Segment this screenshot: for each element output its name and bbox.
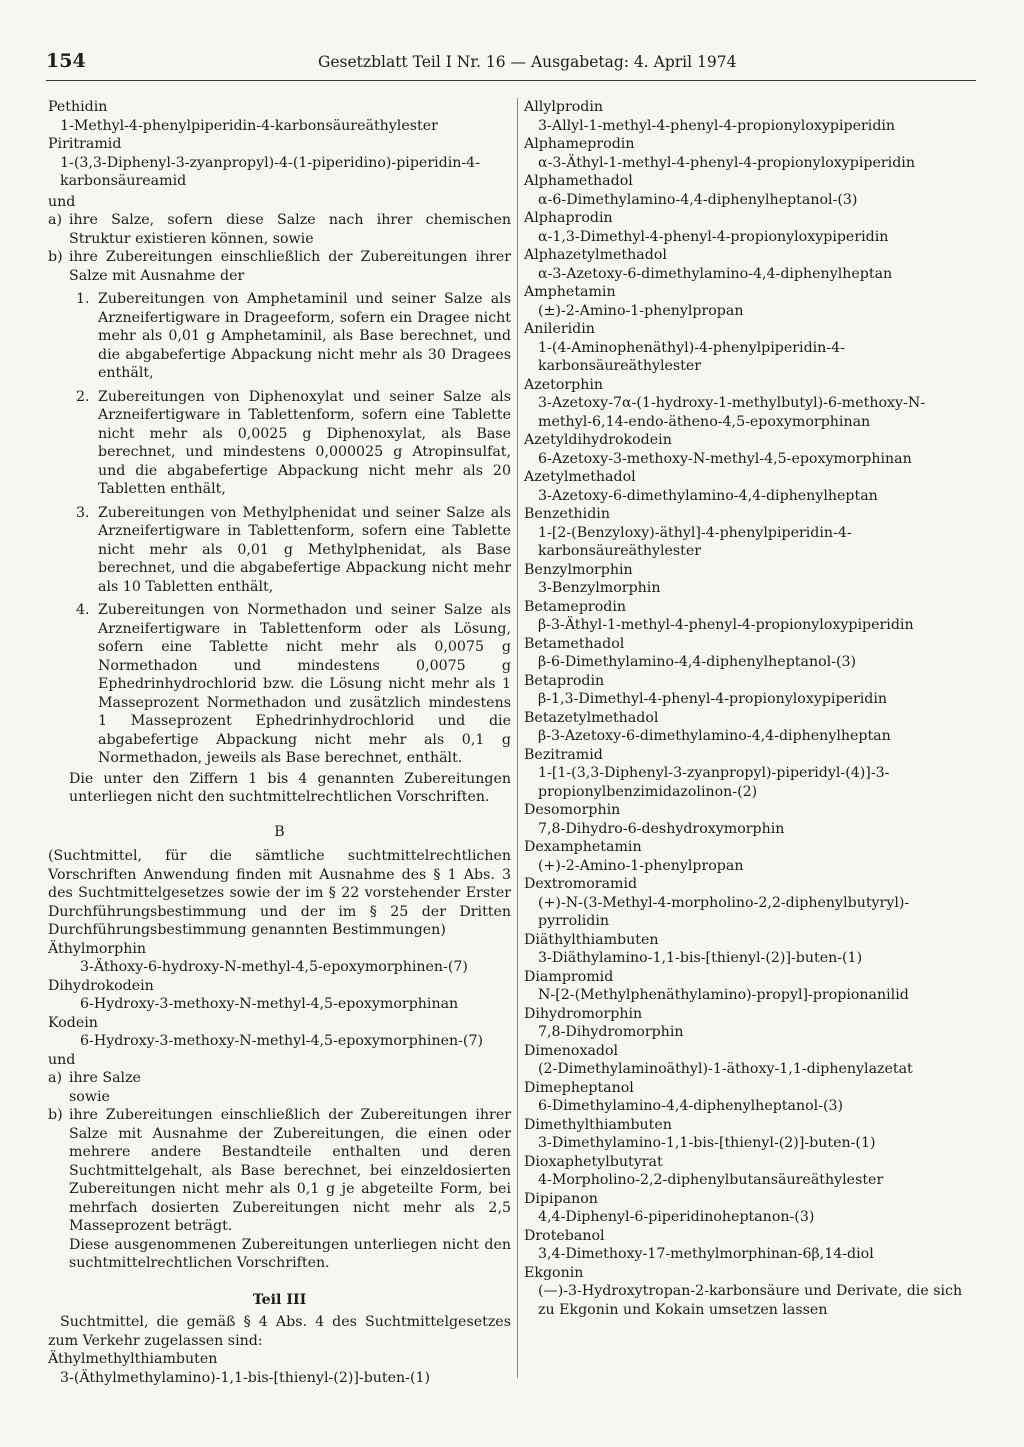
substance-formula: 1-(3,3-Diphenyl-3-zyanpropyl)-4-(1-piperidino)-piperidin-4-karbonsäureamid	[60, 154, 481, 189]
substance-entry	[524, 709, 978, 746]
substance-name: Benzethidin	[524, 506, 610, 522]
substance-formula: 6-Dimethylamino-4,4-diphenylheptanol-(3)	[538, 1098, 844, 1114]
substance-name: Betaprodin	[524, 672, 605, 689]
left-column	[48, 98, 511, 1387]
item-number: 2.	[76, 388, 90, 405]
substance-formula: (+)-2-Amino-1-phenylpropan	[538, 857, 744, 874]
substance-name: Dexamphetamin	[524, 839, 642, 855]
numbered-item	[76, 388, 511, 499]
clause-a	[48, 211, 511, 248]
substance-name: Dimenoxadol	[524, 1042, 619, 1059]
substance-entry	[524, 746, 978, 802]
substance-formula: 7,8-Dihydro-6-deshydroxymorphin	[538, 820, 785, 837]
substance-entry	[524, 431, 978, 468]
numbered-item	[76, 601, 511, 768]
substance-name: Dihydromorphin	[524, 1005, 643, 1022]
substance-formula: 6-Hydroxy-3-methoxy-N-methyl-4,5-epoxymorphinen-(7)	[80, 1033, 484, 1049]
substance-formula: 1-(4-Aminophenäthyl)-4-phenylpiperidin-4-karbonsäureäthylester	[538, 339, 845, 374]
header-title: Gesetzblatt Teil I Nr. 16 — Ausgabetag: 4. April 1974	[318, 53, 737, 71]
clause-text: ihre Salze, sofern diese Salze nach ihrer chemischen Struktur existieren können, sowie	[69, 212, 511, 247]
item-number: 4.	[76, 602, 90, 618]
substance-name: Kodein	[48, 1014, 98, 1031]
substance-name: Anileridin	[524, 321, 595, 337]
clause-a	[48, 1069, 511, 1088]
substance-name: Dimethylthiambuten	[524, 1116, 672, 1133]
substance-formula: 1-[1-(3,3-Diphenyl-3-zyanpropyl)-piperidyl-(4)]-3-propionylbenzimidazolinon-(2)	[538, 765, 890, 800]
substance-entry	[48, 977, 511, 1014]
substance-formula: 3,4-Dimethoxy-17-methylmorphinan-6β,14-diol	[538, 1246, 874, 1262]
page-number: 154	[46, 50, 86, 72]
conjunction-und: und	[48, 1051, 76, 1068]
substance-entry	[524, 283, 978, 320]
substance-formula: N-[2-(Methylphenäthylamino)-propyl]-propionanilid	[538, 987, 909, 1003]
substance-name: Dipipanon	[524, 1190, 598, 1207]
substance-name: Äthylmorphin	[48, 940, 147, 957]
substance-entry	[524, 635, 978, 672]
teil-3-intro: Suchtmittel, die gemäß § 4 Abs. 4 des Suchtmittelgesetzes zum Verkehr zugelassen sind:	[48, 1314, 511, 1349]
substance-entry	[48, 98, 511, 135]
item-text: Zubereitungen von Amphetaminil und seiner Salze als Arzneifertigware in Drageeform, sofern ein Dragee nicht mehr als 0,01 g Amphetaminil, als Base berechnet, und die abgabefertige Abpackung nicht mehr als 30 Dragees enthält,	[98, 291, 511, 381]
section-b-intro: (Suchtmittel, für die sämtliche suchtmittelrechtlichen Vorschriften Anwendung finden mit Ausnahme des § 1 Abs. 3 des Suchtmittelgesetzes sowie der im § 22 vorstehender Erster Durchführungsbestimmung und der im § 25 der Dritten Durchführungsbestimmung genannten Bestimmungen)	[48, 848, 511, 938]
substance-name: Diampromid	[524, 968, 614, 985]
substance-entry	[524, 801, 978, 838]
substance-entry	[524, 376, 978, 432]
substance-entry	[48, 940, 511, 977]
substance-formula: 3-Dimethylamino-1,1-bis-[thienyl-(2)]-buten-(1)	[538, 1135, 876, 1151]
substance-formula: 7,8-Dihydromorphin	[538, 1024, 684, 1040]
substance-entry	[524, 98, 978, 135]
substance-name: Dimepheptanol	[524, 1079, 634, 1096]
substance-name: Äthylmethylthiambuten	[48, 1351, 218, 1367]
page-header	[46, 50, 976, 78]
substance-name: Betameprodin	[524, 598, 626, 615]
substance-entry	[524, 1079, 978, 1116]
substance-entry	[524, 1042, 978, 1079]
substance-formula: 3-Benzylmorphin	[538, 580, 661, 596]
substance-formula: α-3-Azetoxy-6-dimethylamino-4,4-diphenylheptan	[538, 265, 893, 282]
substance-entry	[524, 1227, 978, 1264]
substance-name: Alphameprodin	[524, 136, 635, 152]
substance-name: Dioxaphetylbutyrat	[524, 1153, 663, 1170]
substance-entry	[524, 931, 978, 968]
substance-name: Ekgonin	[524, 1264, 584, 1281]
clause-b	[48, 248, 511, 285]
substance-entry	[524, 246, 978, 283]
substance-name: Drotebanol	[524, 1227, 605, 1244]
substance-formula: 3-Azetoxy-7α-(1-hydroxy-1-methylbutyl)-6-methoxy-N-methyl-6,14-endo-ätheno-4,5-epoxymorphinan	[538, 395, 926, 430]
substance-formula: 3-(Äthylmethylamino)-1,1-bis-[thienyl-(2)]-buten-(1)	[60, 1369, 431, 1386]
substance-name: Alphamethadol	[524, 173, 633, 189]
substance-entry	[524, 1264, 978, 1320]
substance-entry	[524, 672, 978, 709]
substance-formula: 3-Diäthylamino-1,1-bis-[thienyl-(2)]-buten-(1)	[538, 950, 863, 966]
clause-text: ihre Zubereitungen einschließlich der Zubereitungen ihrer Salze mit Ausnahme der	[69, 249, 511, 284]
substance-entry	[524, 1005, 978, 1042]
substance-entry	[524, 838, 978, 875]
substance-formula: 4-Morpholino-2,2-diphenylbutansäureäthylester	[538, 1172, 884, 1188]
substance-name: Allylprodin	[524, 99, 604, 115]
substance-name: Alphaprodin	[524, 210, 613, 226]
substance-entry	[524, 1116, 978, 1153]
substance-name: Azetorphin	[524, 376, 604, 393]
substance-entry	[524, 468, 978, 505]
substance-formula: 4,4-Diphenyl-6-piperidinoheptanon-(3)	[538, 1209, 815, 1225]
substance-name: Pethidin	[48, 99, 108, 115]
substance-formula: 1-[2-(Benzyloxy)-äthyl]-4-phenylpiperidin-4-karbonsäureäthylester	[538, 524, 852, 559]
substance-formula: α-1,3-Dimethyl-4-phenyl-4-propionyloxypiperidin	[538, 228, 889, 245]
item-text: Zubereitungen von Normethadon und seiner Salze als Arzneifertigware in Tablettenform oder als Lösung, sofern eine Tablette nicht mehr als 0,0075 g Normethadon und mindestens 0,0075 g Ephedrinhydrochlorid bzw. die Lösung nicht mehr als 1 Masseprozent Normethadon und zusätzlich mindestens 1 Masseprozent Ephedrinhydrochlorid und die abgabefertige Abpackung nicht mehr als 0,1 g Normethadon, jeweils als Base berechnet, enthält.	[98, 602, 511, 766]
substance-entry	[524, 135, 978, 172]
substance-formula: 6-Azetoxy-3-methoxy-N-methyl-4,5-epoxymorphinan	[538, 450, 912, 467]
numbered-item	[76, 504, 511, 597]
substance-formula: α-6-Dimethylamino-4,4-diphenylheptanol-(3)	[538, 191, 858, 208]
substance-formula: (2-Dimethylaminoäthyl)-1-äthoxy-1,1-diphenylazetat	[538, 1061, 913, 1077]
clause-mark: a)	[48, 212, 62, 228]
substance-formula: 1-Methyl-4-phenylpiperidin-4-karbonsäureäthylester	[60, 117, 438, 134]
substance-formula: α-3-Äthyl-1-methyl-4-phenyl-4-propionyloxypiperidin	[538, 154, 915, 171]
conjunction-sowie: sowie	[69, 1088, 110, 1105]
substance-entry	[524, 875, 978, 931]
closing-note: Die unter den Ziffern 1 bis 4 genannten Zubereitungen unterliegen nicht den suchtmittelrechtlichen Vorschriften.	[69, 770, 511, 805]
substance-formula: 6-Hydroxy-3-methoxy-N-methyl-4,5-epoxymorphinan	[80, 996, 459, 1012]
substance-formula: 3-Azetoxy-6-dimethylamino-4,4-diphenylheptan	[538, 487, 878, 504]
substance-entry	[48, 135, 511, 191]
substance-entry	[48, 1014, 511, 1051]
substance-name: Azetyldihydrokodein	[524, 432, 672, 448]
substance-name: Dextromoramid	[524, 876, 638, 892]
substance-formula: β-3-Azetoxy-6-dimethylamino-4,4-diphenylheptan	[538, 728, 891, 744]
item-number: 3.	[76, 504, 90, 521]
substance-name: Alphazetylmethadol	[524, 247, 667, 263]
substance-name: Betamethadol	[524, 635, 625, 652]
clause-mark: b)	[48, 249, 63, 265]
substance-entry	[524, 172, 978, 209]
substance-entry	[524, 561, 978, 598]
clause-text: ihre Salze	[69, 1070, 141, 1086]
item-number: 1.	[76, 291, 90, 307]
section-b-heading: B	[274, 823, 285, 840]
substance-formula: (+)-N-(3-Methyl-4-morpholino-2,2-diphenylbutyryl)-pyrrolidin	[538, 894, 910, 929]
substance-formula: 3-Allyl-1-methyl-4-phenyl-4-propionyloxypiperidin	[538, 117, 896, 134]
clause-mark: a)	[48, 1070, 62, 1086]
substance-name: Bezitramid	[524, 746, 603, 763]
right-column	[524, 98, 978, 1319]
substance-entry	[524, 320, 978, 376]
substance-formula: (±)-2-Amino-1-phenylpropan	[538, 302, 744, 319]
substance-name: Azetylmethadol	[524, 469, 636, 485]
substance-name: Benzylmorphin	[524, 561, 633, 578]
clause-text: ihre Zubereitungen einschließlich der Zubereitungen ihrer Salze mit Ausnahme der Zubereitungen, die einen oder mehrere andere Bestandteile enthalten und deren Suchtmittelgehalt, als Base berechnet, bei einzeldosierten Zubereitungen nicht mehr als 0,1 g je abgeteilte Form, bei mehrfach dosierten Zubereitungen nicht mehr als 2,5 Masseprozent beträgt.	[69, 1107, 511, 1234]
column-divider	[517, 98, 518, 1378]
clause-mark: b)	[48, 1107, 63, 1123]
substance-formula: (—)-3-Hydroxytropan-2-karbonsäure und Derivate, die sich zu Ekgonin und Kokain umsetzen lassen	[538, 1283, 963, 1318]
item-text: Zubereitungen von Methylphenidat und seiner Salze als Arzneifertigware in Tablettenform, sofern eine Tablette nicht mehr als 0,01 g Methylphenidat, als Base berechnet, und die abgabefertige Abpackung nicht mehr als 10 Tabletten enthält,	[98, 504, 511, 595]
substance-formula: β-6-Dimethylamino-4,4-diphenylheptanol-(3)	[538, 654, 857, 670]
substance-formula: β-3-Äthyl-1-methyl-4-phenyl-4-propionyloxypiperidin	[538, 617, 914, 633]
clause-b	[48, 1106, 511, 1236]
substance-entry	[524, 505, 978, 561]
substance-formula: 3-Äthoxy-6-hydroxy-N-methyl-4,5-epoxymorphinen-(7)	[80, 959, 468, 975]
substance-entry	[524, 1190, 978, 1227]
substance-name: Piritramid	[48, 136, 122, 152]
item-text: Zubereitungen von Diphenoxylat und seiner Salze als Arzneifertigware in Tablettenform, sofern eine Tablette nicht mehr als 0,0025 g Diphenoxylat, als Base berechnet, und mindestens 0,000025 g Atropinsulfat, und die abgabefertige Abpackung nicht mehr als 20 Tabletten enthält,	[98, 388, 511, 497]
exemption-note: Diese ausgenommenen Zubereitungen unterliegen nicht den suchtmittelrechtlichen Vorschriften.	[69, 1236, 511, 1271]
substance-entry	[524, 968, 978, 1005]
substance-name: Amphetamin	[524, 284, 616, 300]
numbered-item	[76, 290, 511, 383]
header-rule	[46, 80, 976, 81]
substance-entry	[524, 209, 978, 246]
substance-entry	[48, 1350, 511, 1387]
substance-entry	[524, 1153, 978, 1190]
teil-3-heading: Teil III	[252, 1291, 307, 1308]
substance-name: Dihydrokodein	[48, 977, 154, 994]
substance-name: Desomorphin	[524, 802, 621, 818]
substance-name: Diäthylthiambuten	[524, 931, 659, 948]
substance-name: Betazetylmethadol	[524, 709, 659, 726]
substance-formula: β-1,3-Dimethyl-4-phenyl-4-propionyloxypiperidin	[538, 691, 888, 707]
substance-entry	[524, 598, 978, 635]
conjunction-und: und	[48, 193, 76, 210]
